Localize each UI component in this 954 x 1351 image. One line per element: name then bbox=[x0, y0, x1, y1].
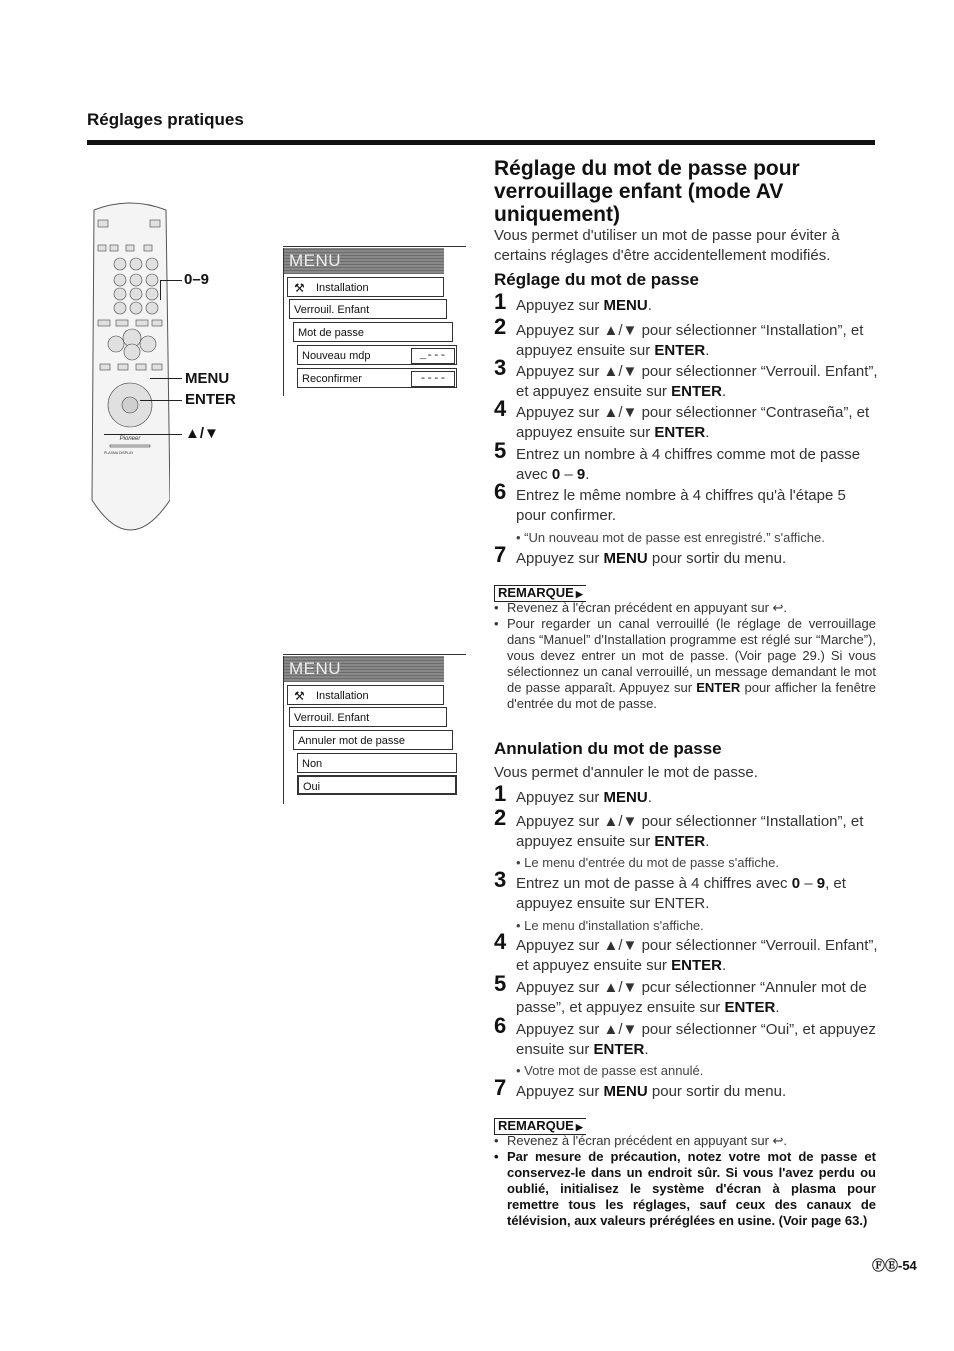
step-text: Appuyez sur MENU pour sortir du menu. bbox=[516, 1083, 787, 1100]
callout-line-arrows bbox=[104, 434, 182, 435]
step-text: Appuyez sur MENU pour sortir du menu. bbox=[516, 550, 787, 567]
step-text: Appuyez sur ▲/▼ pour sélectionner “Verrouil. Enfant”, et appuyez ensuite sur ENTER. bbox=[516, 937, 878, 974]
menu2-row-non[interactable]: Non bbox=[297, 753, 457, 773]
step-text: Entrez le même nombre à 4 chiffres qu'à l'étape 5 pour confirmer. bbox=[516, 487, 846, 524]
menu2 bbox=[284, 656, 469, 682]
step-number: 3 bbox=[494, 867, 507, 892]
step-number: 7 bbox=[494, 542, 507, 567]
callout-line-menu bbox=[150, 378, 182, 379]
step-number: 4 bbox=[494, 929, 507, 954]
callout-enter: ENTER bbox=[185, 391, 236, 408]
section-header: Réglages pratiques bbox=[87, 110, 244, 129]
nouveau-field[interactable]: _--- bbox=[411, 348, 455, 364]
callout-line-enter bbox=[140, 400, 182, 401]
step-number: 2 bbox=[494, 805, 507, 830]
step-text: Appuyez sur ▲/▼ pour sélectionner “Oui”, et appuyez ensuite sur ENTER. bbox=[516, 1021, 876, 1058]
menu2-row-verrouil[interactable]: Verrouil. Enfant bbox=[289, 707, 447, 727]
menu2-row-oui[interactable]: Oui bbox=[297, 775, 457, 795]
section1-step-4 bbox=[494, 396, 879, 443]
step-text: Entrez un mot de passe à 4 chiffres avec 0 – 9, et appuyez ensuite sur ENTER. bbox=[516, 875, 846, 912]
callout-arrows: ▲/▼ bbox=[185, 425, 219, 442]
section2-intro: Vous permet d'annuler le mot de passe. bbox=[494, 764, 758, 781]
menu2-top-line bbox=[283, 654, 466, 655]
section2-note2: • Le menu d'entrée du mot de passe s'affiche. bbox=[516, 855, 779, 870]
installation-icon: ⚒ bbox=[294, 689, 305, 703]
svg-text:PLASMA DISPLAY: PLASMA DISPLAY bbox=[104, 451, 134, 455]
installation-icon: ⚒ bbox=[294, 281, 305, 295]
step-number: 3 bbox=[494, 355, 507, 380]
step-number: 7 bbox=[494, 1075, 507, 1100]
menu1 bbox=[284, 248, 469, 274]
section1-heading: Réglage du mot de passe bbox=[494, 270, 699, 289]
step-text: Entrez un nombre à 4 chiffres comme mot de passe avec 0 – 9. bbox=[516, 446, 861, 483]
section2-step-2 bbox=[494, 805, 879, 852]
step-text: Appuyez sur ▲/▼ pour sélectionner “Installation”, et appuyez ensuite sur ENTER. bbox=[516, 322, 864, 359]
remarque1-bullet1: • Revenez à l'écran précédent en appuyant sur ↩. bbox=[494, 600, 876, 616]
step-text: Appuyez sur MENU. bbox=[516, 297, 652, 314]
menu1-row-motdepasse[interactable]: Mot de passe bbox=[293, 322, 453, 342]
page-title: Réglage du mot de passe pour verrouillage enfant (mode AV uniquement) bbox=[494, 157, 800, 226]
remote-control-illustration bbox=[90, 200, 170, 545]
menu2-row-installation[interactable]: ⚒ Installation bbox=[287, 685, 444, 705]
menu1-header: MENU bbox=[284, 248, 444, 274]
section1-step-3 bbox=[494, 355, 879, 402]
step-number: 1 bbox=[494, 289, 507, 314]
step-text: Appuyez sur ▲/▼ pour sélectionner “Verrouil. Enfant”, et appuyez ensuite sur ENTER. bbox=[516, 363, 878, 400]
section2-step-4 bbox=[494, 929, 879, 976]
step-number: 4 bbox=[494, 396, 507, 421]
intro-text: Vous permet d'utiliser un mot de passe pour éviter à certains réglages d'être accidentellement modifiés. bbox=[494, 227, 840, 264]
menu1-top-line bbox=[283, 246, 466, 247]
callout-line-09 bbox=[160, 280, 182, 281]
section2-step-1 bbox=[494, 781, 879, 808]
section2-heading: Annulation du mot de passe bbox=[494, 739, 722, 758]
remarque2-bullet2: • Par mesure de précaution, notez votre mot de passe et conservez-le dans un endroit sûr. Si vous l'avez perdu ou oublié, initialisez le système d'écran à plasma pour remettre tous les réglages, sauf ceux des canaux de télévision, aux valeurs préréglées en usine. (Voir page 63.) bbox=[494, 1149, 876, 1229]
remarque2-label: REMARQUE ▶ bbox=[494, 1118, 586, 1135]
step-number: 2 bbox=[494, 314, 507, 339]
section1-step-6 bbox=[494, 479, 879, 526]
callout-menu: MENU bbox=[185, 370, 230, 387]
remarque1-label: REMARQUE ▶ bbox=[494, 585, 586, 602]
menu2-row-annuler[interactable]: Annuler mot de passe bbox=[293, 730, 453, 750]
callout-line-09-v bbox=[160, 280, 161, 300]
remarque2-list bbox=[494, 1133, 876, 1229]
section2-step-7 bbox=[494, 1075, 879, 1102]
menu1-row-installation[interactable]: ⚒ Installation bbox=[287, 277, 444, 297]
section2-step-5 bbox=[494, 971, 879, 1018]
section2-note6: • Votre mot de passe est annulé. bbox=[516, 1063, 704, 1078]
step-text: Appuyez sur ▲/▼ pour sélectionner “Installation”, et appuyez ensuite sur ENTER. bbox=[516, 813, 864, 850]
section2-step-3 bbox=[494, 867, 879, 914]
remarque1-list bbox=[494, 600, 876, 712]
section1-step-5 bbox=[494, 438, 879, 485]
step-number: 6 bbox=[494, 1013, 507, 1038]
step-number: 5 bbox=[494, 971, 507, 996]
section1-step-2 bbox=[494, 314, 879, 361]
callout-09: 0–9 bbox=[184, 271, 210, 288]
menu1-row-nouveau[interactable]: Nouveau mdp _--- bbox=[297, 345, 457, 365]
reconfirmer-field[interactable]: ---- bbox=[411, 371, 455, 387]
section1-step-7 bbox=[494, 542, 879, 569]
menu1-row-reconfirmer[interactable]: Reconfirmer ---- bbox=[297, 368, 457, 388]
step-text: Appuyez sur ▲/▼ pour sélectionner “Contraseña”, et appuyez ensuite sur ENTER. bbox=[516, 404, 870, 441]
section2-note3: • Le menu d'installation s'affiche. bbox=[516, 918, 704, 933]
step-number: 6 bbox=[494, 479, 507, 504]
step-text: Appuyez sur MENU. bbox=[516, 789, 652, 806]
step-number: 1 bbox=[494, 781, 507, 806]
section1-note6: • “Un nouveau mot de passe est enregistré.” s'affiche. bbox=[516, 530, 825, 545]
section1-step-1 bbox=[494, 289, 879, 316]
menu2-header: MENU bbox=[284, 656, 444, 682]
header-rule bbox=[87, 140, 875, 145]
remarque2-bullet1: • Revenez à l'écran précédent en appuyant sur ↩. bbox=[494, 1133, 876, 1149]
menu1-row-verrouil[interactable]: Verrouil. Enfant bbox=[289, 299, 447, 319]
remarque1-bullet2: • Pour regarder un canal verrouillé (le réglage de verrouillage dans “Manuel” d'Installation programme est réglé sur “Marche”), vous devez entrer un mot de passe. (Voir page 29.) Si vous sélectionnez un canal verrouillé, un message demandant le mot de passe apparaît. Appuyez sur ENTER pour afficher la fenêtre d'entrée du mot de passe. bbox=[494, 616, 876, 712]
step-number: 5 bbox=[494, 438, 507, 463]
svg-text:Pioneer: Pioneer bbox=[119, 436, 141, 442]
page-number: ⒻⒺ-54 bbox=[872, 1258, 917, 1273]
step-text: Appuyez sur ▲/▼ pcur sélectionner “Annuler mot de passe”, et appuyez ensuite sur ENTER. bbox=[516, 979, 867, 1016]
section2-step-6 bbox=[494, 1013, 879, 1060]
